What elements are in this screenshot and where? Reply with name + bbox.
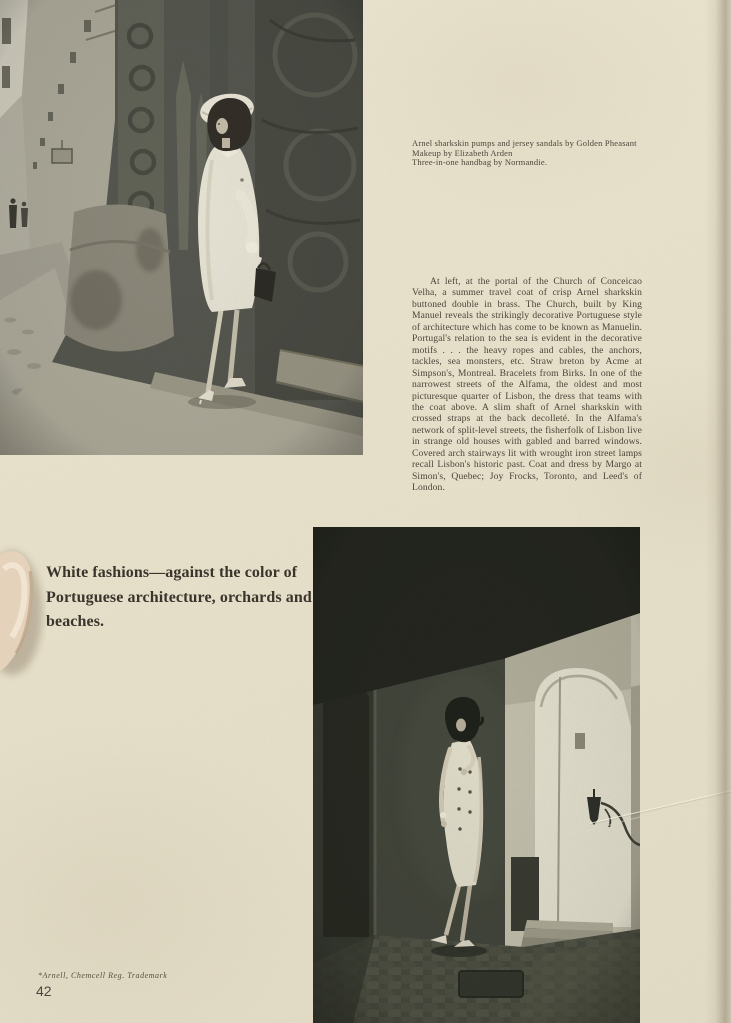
page-right-edge <box>705 0 731 1023</box>
photo-church-portal <box>0 0 363 455</box>
headline <box>46 561 312 635</box>
finger-holding-page <box>0 541 46 683</box>
headline-line: White fashions—against the color of <box>46 564 298 581</box>
headline-line: Portuguese architecture, orchards and <box>46 588 312 606</box>
credit-line: Makeup by Elizabeth Arden <box>412 147 513 158</box>
photo-alfama-alley <box>313 527 640 1023</box>
article-text: At left, at the portal of the Church of Conceicao Velha, a summer travel coat of crisp Arnel sharkskin buttoned double in brass. The Church, built by King Manuel reveals the strikingly decorative Portuguese style of architecture which has come to be known as Manuelin. Portugal's relation to the sea is evident in the decorative motifs . . . the heavy ropes and cables, the anchors, tackles, sea monsters, etc. Straw breton by Acme at Simpson's, Montreal. Bracelets from Birks. In one of the narrowest streets of the Alfama, the oldest and most picturesque quarter of Lisbon, the dress that teams with the coat above. A slim shaft of Arnel sharkskin with crossed straps at the back decolleté. In the Alfama's network of split-level streets, the fisherfolk of Lisbon live in strange old houses with gabled and barred windows. Covered arch stairways lit with wrought iron street lamps recall Lisbon's historic past. Coat and dress by Margo at Simon's, Quebec; Joy Frocks, Toronto, and Leed's of London. <box>412 276 642 494</box>
credit-line: Three-in-one handbag by Normandie. <box>412 157 548 168</box>
trademark-footnote: *Arnell, Chemcell Reg. Trademark <box>38 971 168 980</box>
page-number: 42 <box>36 983 52 999</box>
photo-credits <box>412 139 697 168</box>
credit-line: Arnel sharkskin pumps and jersey sandals by Golden Pheasant <box>412 138 637 148</box>
headline-line: beaches. <box>46 613 105 631</box>
